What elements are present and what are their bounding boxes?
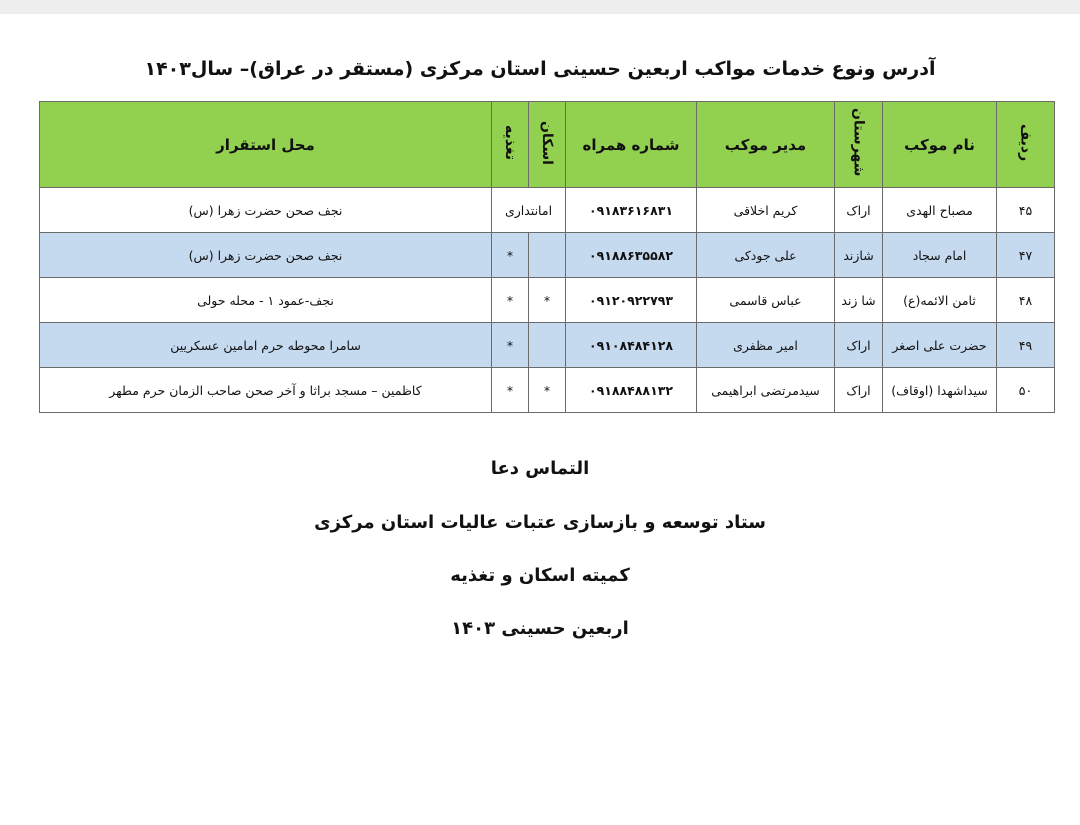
cell-name: سیداشهدا (اوقاف) xyxy=(883,368,997,413)
cell-manager: سیدمرتضی ابراهیمی xyxy=(697,368,835,413)
cell-location: نجف صحن حضرت زهرا (س) xyxy=(40,188,492,233)
cell-city: شازند xyxy=(835,233,883,278)
cell-name: حضرت علی اصغر xyxy=(883,323,997,368)
cell-taghzieh: * xyxy=(492,233,529,278)
table-row xyxy=(40,323,1055,368)
header-eskan: اسکان xyxy=(529,102,566,188)
cell-radif: ۴۸ xyxy=(997,278,1055,323)
table-row xyxy=(40,278,1055,323)
cell-radif: ۴۷ xyxy=(997,233,1055,278)
table-header-row xyxy=(40,102,1055,188)
closing-line-headquarters: ستاد توسعه و بازسازی عتبات عالیات استان مرکزی xyxy=(314,512,766,533)
cell-eskan xyxy=(529,323,566,368)
cell-radif: ۵۰ xyxy=(997,368,1055,413)
cell-service-note: امانتداری xyxy=(492,188,566,233)
cell-city: اراک xyxy=(835,323,883,368)
cell-location: سامرا محوطه حرم امامین عسکریین xyxy=(40,323,492,368)
table-row xyxy=(40,368,1055,413)
top-status-bar xyxy=(0,0,1080,14)
cell-city: اراک xyxy=(835,188,883,233)
cell-radif: ۴۵ xyxy=(997,188,1055,233)
table-row xyxy=(40,188,1055,233)
cell-manager: علی جودکی xyxy=(697,233,835,278)
cell-city: اراک xyxy=(835,368,883,413)
cell-manager: کریم اخلاقی xyxy=(697,188,835,233)
cell-name: ثامن الائمه(ع) xyxy=(883,278,997,323)
closing-line-prayer: التماس دعا xyxy=(490,458,590,479)
cell-radif: ۴۹ xyxy=(997,323,1055,368)
header-name: نام موکب xyxy=(883,102,997,188)
cell-phone: ۰۹۱۸۳۶۱۶۸۳۱ xyxy=(566,188,697,233)
cell-eskan xyxy=(529,233,566,278)
header-manager: مدیر موکب xyxy=(697,102,835,188)
cell-city: شا زند xyxy=(835,278,883,323)
cell-name: امام سجاد xyxy=(883,233,997,278)
closing-line-committee: کمیته اسکان و تغذیه xyxy=(450,565,630,586)
cell-taghzieh: * xyxy=(492,323,529,368)
cell-location: کاظمین – مسجد براثا و آخر صحن صاحب الزمان حرم مطهر xyxy=(40,368,492,413)
cell-taghzieh: * xyxy=(492,368,529,413)
cell-phone: ۰۹۱۸۸۴۸۸۱۳۲ xyxy=(566,368,697,413)
cell-manager: امیر مظفری xyxy=(697,323,835,368)
cell-eskan: * xyxy=(529,278,566,323)
header-location: محل استقرار xyxy=(40,102,492,188)
closing-line-arbaeen: اربعین حسینی ۱۴۰۳ xyxy=(451,618,629,639)
header-radif: ردیف xyxy=(997,102,1055,188)
header-city: شهرستان xyxy=(835,102,883,188)
cell-manager: عباس قاسمی xyxy=(697,278,835,323)
cell-taghzieh: * xyxy=(492,278,529,323)
mowkeb-table xyxy=(39,101,1055,413)
document-title: آدرس ونوع خدمات مواکب اربعین حسینی استان مرکزی (مستقر در عراق)– سال۱۴۰۳ xyxy=(144,58,936,80)
cell-phone: ۰۹۱۲۰۹۲۲۷۹۳ xyxy=(566,278,697,323)
cell-eskan: * xyxy=(529,368,566,413)
cell-phone: ۰۹۱۸۸۶۳۵۵۸۲ xyxy=(566,233,697,278)
cell-phone: ۰۹۱۰۸۴۸۴۱۲۸ xyxy=(566,323,697,368)
cell-location: نجف صحن حضرت زهرا (س) xyxy=(40,233,492,278)
table-row xyxy=(40,233,1055,278)
header-phone: شماره همراه xyxy=(566,102,697,188)
header-taghzieh: تغذیه xyxy=(492,102,529,188)
cell-name: مصباح الهدی xyxy=(883,188,997,233)
cell-location: نجف-عمود ۱ - محله حولی xyxy=(40,278,492,323)
